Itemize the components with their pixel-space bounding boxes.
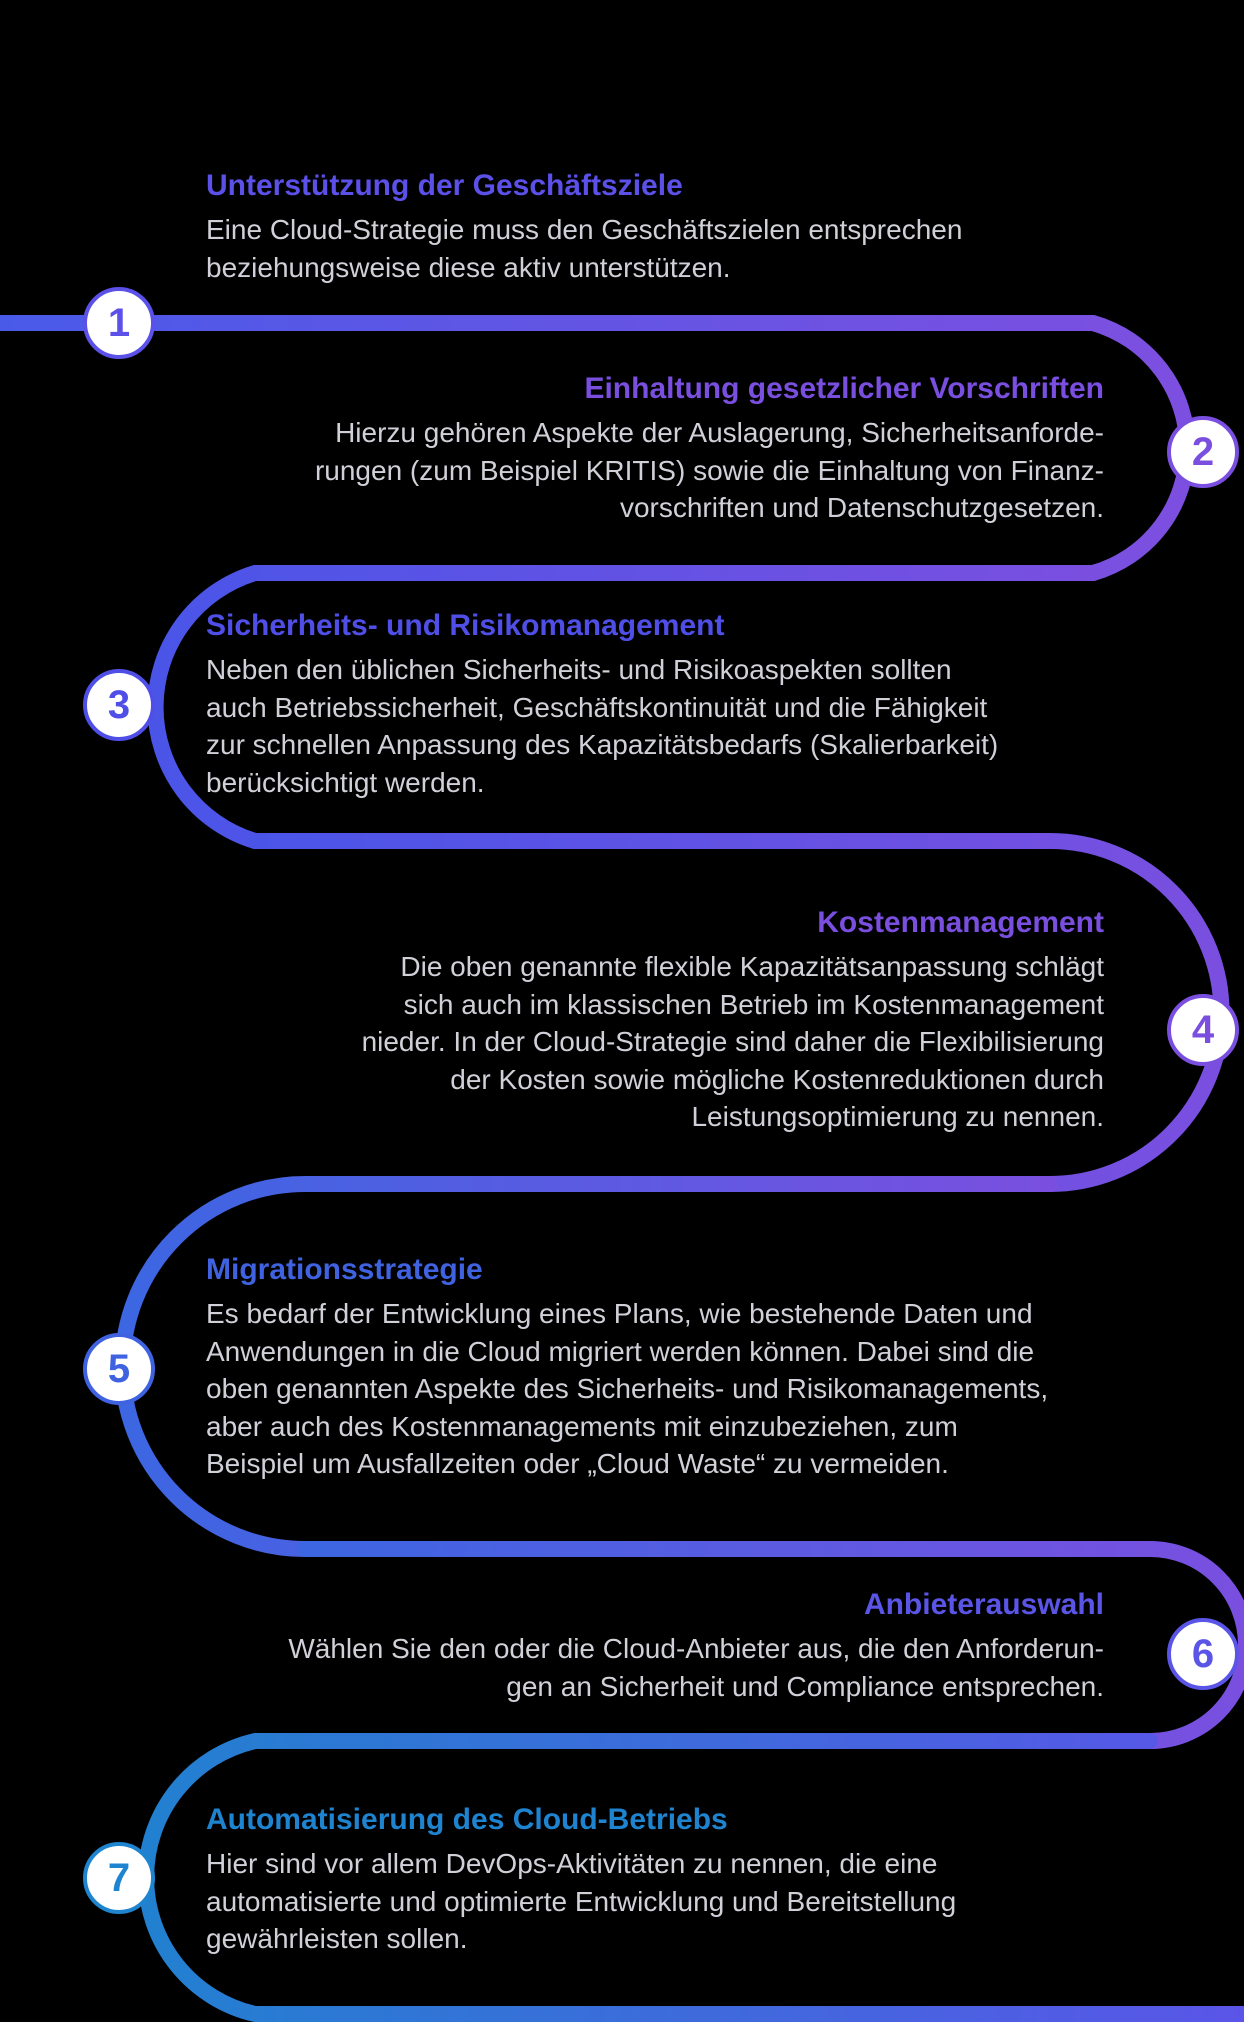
step-6-badge <box>1167 1618 1239 1690</box>
step-7-title: Automatisierung des Cloud-Betriebs <box>206 1803 728 1836</box>
step-2-badge <box>1167 416 1239 488</box>
step-1-text: Eine Cloud-Strategie muss den Geschäftszielen entsprechen beziehungsweise diese aktiv unterstützen. <box>206 214 963 283</box>
step-6-title: Anbieterauswahl <box>863 1588 1104 1621</box>
step-7-text: Hier sind vor allem DevOps-Aktivitäten zu nennen, die eine automatisierte und optimierte Entwicklung und Bereitstellung gewährleisten sollen. <box>206 1848 957 1954</box>
step-2-text: Hierzu gehören Aspekte der Auslagerung, Sicherheitsanforde- rungen (zum Beispiel KRITIS) sowie die Einhaltung von Finanz- vorschriften und Datenschutzgesetzen. <box>314 417 1104 523</box>
step-3-badge <box>83 669 155 741</box>
step-4-text: Die oben genannte flexible Kapazitätsanpassung schlägt sich auch im klassischen Betrieb im Kostenmanagement nieder. In der Cloud-Strategie sind daher die Flexibilisierung der Kosten sowie mögliche Kostenreduktionen durch Leistungsoptimierung zu nennen. <box>361 951 1104 1132</box>
step-2-title: Einhaltung gesetzlicher Vorschriften <box>584 372 1104 405</box>
step-6-number: 6 <box>1191 1631 1215 1676</box>
step-5-number: 5 <box>107 1346 131 1391</box>
step-7-badge <box>83 1842 155 1914</box>
step-4-number: 4 <box>1191 1007 1215 1052</box>
step-7-number: 7 <box>107 1855 131 1900</box>
step-5 <box>206 1251 1166 1483</box>
step-5-badge <box>83 1333 155 1405</box>
step-7 <box>206 1801 1166 1958</box>
step-5-text: Es bedarf der Entwicklung eines Plans, wie bestehende Daten und Anwendungen in die Cloud migriert werden können. Dabei sind die oben genannten Aspekte des Sicherheits- und Risikomanagements, aber auch des Kostenmanagements mit einzubeziehen, zum Beispiel um Ausfallzeiten oder „Cloud Waste“ zu vermeiden. <box>206 1298 1049 1479</box>
step-2-number: 2 <box>1191 429 1215 474</box>
step-4 <box>104 904 1104 1136</box>
step-3-number: 3 <box>107 682 131 727</box>
step-1-title: Unterstützung der Geschäftsziele <box>206 169 683 202</box>
step-2 <box>104 370 1104 527</box>
step-5-title: Migrationsstrategie <box>206 1253 483 1286</box>
step-1-badge <box>83 287 155 359</box>
step-1-number: 1 <box>107 300 131 345</box>
step-3 <box>206 607 1166 801</box>
step-6 <box>104 1586 1104 1705</box>
step-6-text: Wählen Sie den oder die Cloud-Anbieter aus, die den Anforderun- gen an Sicherheit und Compliance entsprechen. <box>288 1633 1104 1702</box>
step-1 <box>206 167 1166 286</box>
step-3-title: Sicherheits- und Risikomanagement <box>206 609 725 642</box>
step-4-badge <box>1167 994 1239 1066</box>
step-3-text: Neben den üblichen Sicherheits- und Risikoaspekten sollten auch Betriebssicherheit, Geschäftskontinuität und die Fähigkeit zur schnellen Anpassung des Kapazitätsbedarfs (Skalierbarkeit) berücksichtigt werden. <box>206 654 999 798</box>
step-4-title: Kostenmanagement <box>817 906 1104 939</box>
